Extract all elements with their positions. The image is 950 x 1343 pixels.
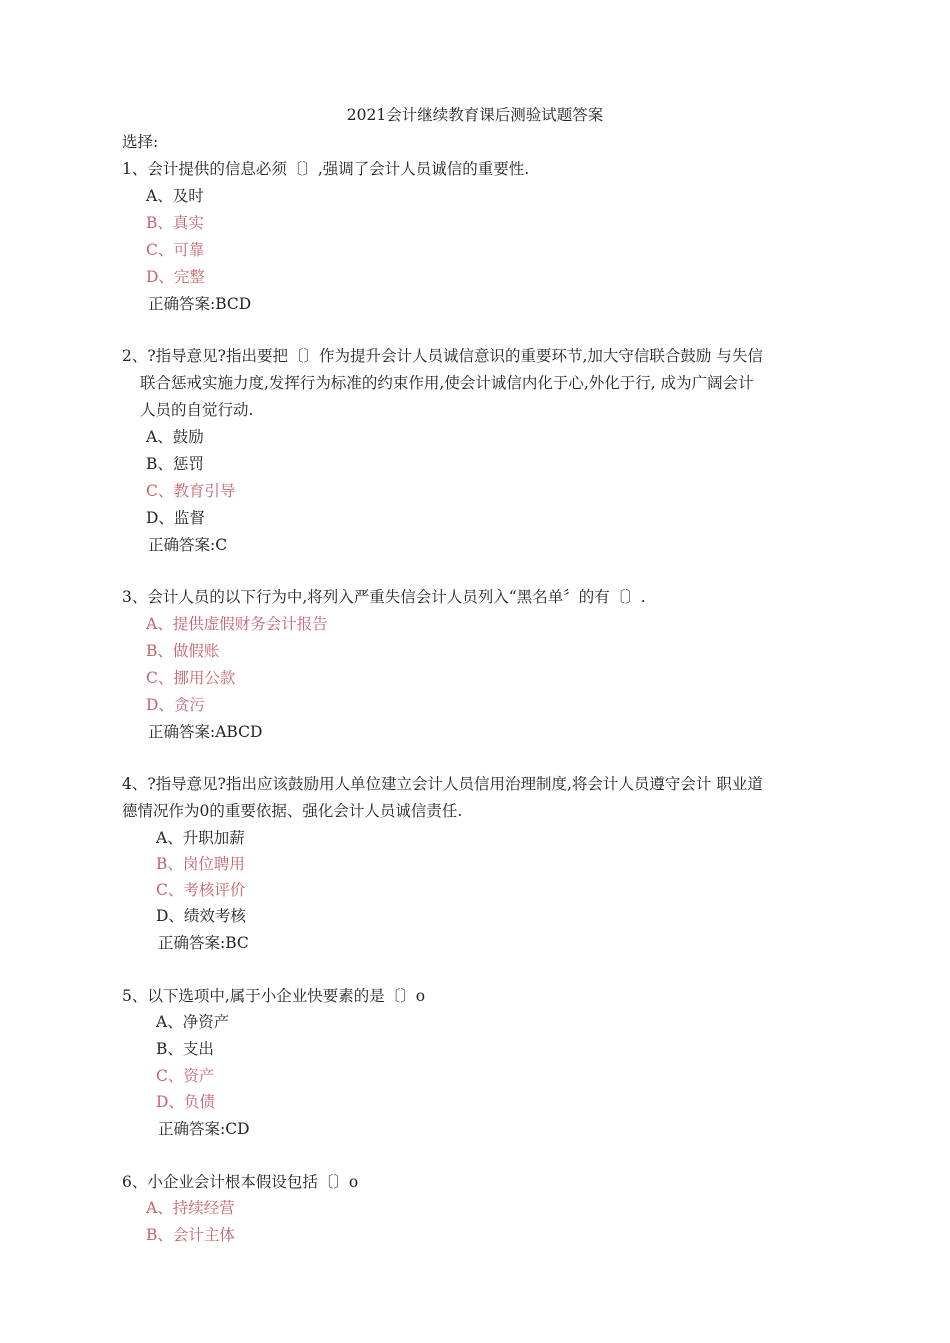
option-c: C、考核评价 [156, 881, 246, 899]
question-text: 人员的自觉行动. [140, 401, 254, 419]
option-b: B、真实 [146, 214, 204, 232]
option-d: D、贪污 [146, 696, 205, 714]
question-text: 2、?指导意见?指出要把〔〕作为提升会计人员诚信意识的重要环节,加大守信联合鼓励 与失信 [122, 347, 763, 365]
option-c: C、资产 [156, 1067, 215, 1085]
question-text: 联合惩戒实施力度,发挥行为标准的约束作用,使会计诚信内化于心,外化于行, 成为广阔会计 [140, 374, 754, 392]
correct-answer: 正确答案:CD [158, 1120, 250, 1138]
option-d: D、监督 [146, 509, 205, 527]
option-c: C、教育引导 [146, 482, 236, 500]
question-text: 5、以下选项中,属于小企业快要素的是〔〕o [122, 987, 426, 1005]
question-text: 3、会计人员的以下行为中,将列入严重失信会计人员列入“黑名单〞的有〔〕. [122, 588, 646, 606]
option-b: B、支出 [156, 1040, 214, 1058]
option-d: D、完整 [146, 268, 205, 286]
correct-answer: 正确答案:BCD [148, 295, 252, 313]
section-label: 选择: [122, 133, 159, 151]
correct-answer: 正确答案:ABCD [148, 723, 263, 741]
option-a: A、提供虚假财务会计报告 [146, 615, 328, 633]
question-text: 4、?指导意见?指出应该鼓励用人单位建立会计人员信用治理制度,将会计人员遵守会计 职业道 [122, 775, 763, 793]
option-c: C、可靠 [146, 241, 205, 259]
page-title: 2021会计继续教育课后测验试题答案 [346, 106, 604, 124]
option-b: B、岗位聘用 [156, 855, 245, 873]
option-b: B、惩罚 [146, 455, 204, 473]
question-text: 6、小企业会计根本假设包括〔〕o [122, 1173, 359, 1191]
option-b: B、做假账 [146, 642, 220, 660]
question-text: 1、会计提供的信息必须〔〕,强调了会计人员诚信的重要性. [122, 160, 530, 178]
correct-answer: 正确答案:C [148, 536, 228, 554]
option-a: A、升职加薪 [156, 829, 245, 847]
option-a: A、持续经营 [146, 1199, 235, 1217]
option-d: D、绩效考核 [156, 907, 246, 925]
option-b: B、会计主体 [146, 1226, 235, 1244]
option-a: A、及时 [146, 187, 204, 205]
option-a: A、鼓励 [146, 428, 204, 446]
option-c: C、挪用公款 [146, 669, 236, 687]
option-a: A、净资产 [156, 1013, 230, 1031]
correct-answer: 正确答案:BC [158, 934, 249, 952]
question-text: 德情况作为0的重要依据、强化会计人员诚信责任. [122, 802, 463, 820]
option-d: D、负债 [156, 1093, 215, 1111]
